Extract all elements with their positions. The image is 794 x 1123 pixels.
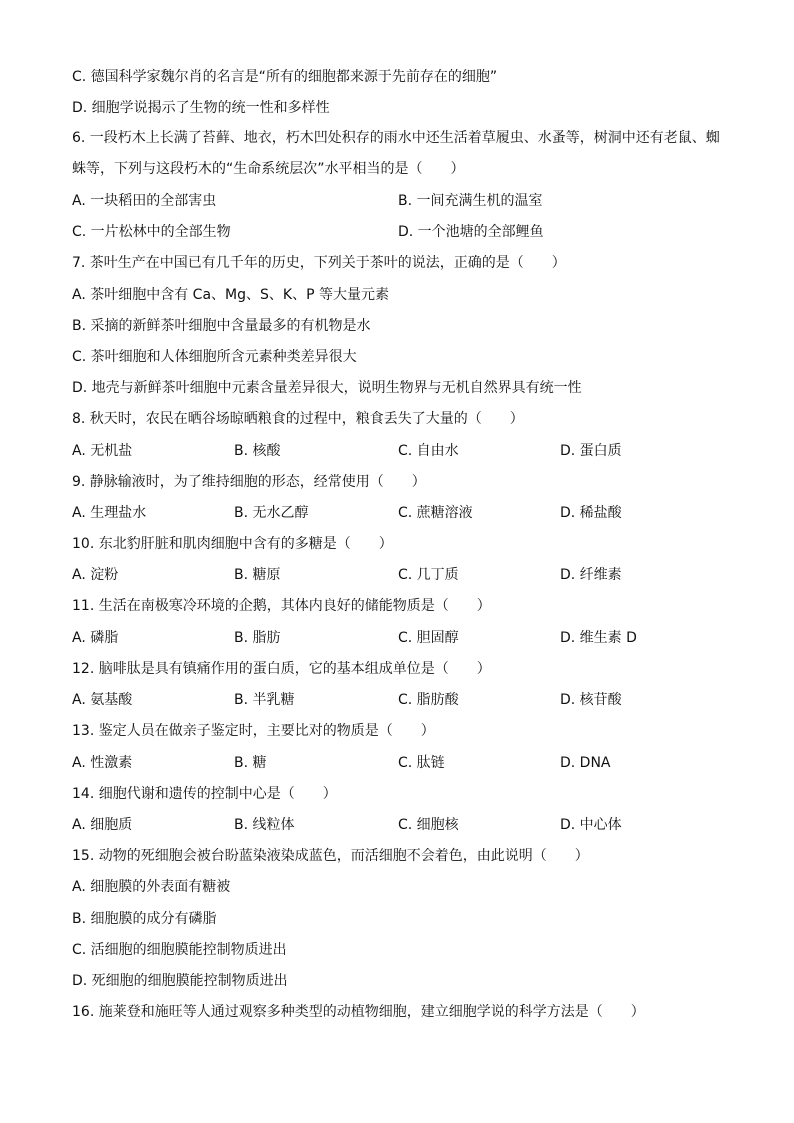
q14-option-b: B. 线粒体 [234,817,295,833]
q10-option-d: D. 纤维素 [560,567,622,583]
q12-option-b: B. 半乳糖 [234,692,295,708]
q9-option-c: C. 蔗糖溶液 [398,505,473,521]
q14-option-a: A. 细胞质 [72,817,133,833]
q6-option-d: D. 一个池塘的全部鲤鱼 [398,224,544,240]
q16-stem: 16. 施莱登和施旺等人通过观察多种类型的动植物细胞，建立细胞学说的科学方法是（ ） [72,1004,645,1020]
q7-option-d: D. 地壳与新鲜茶叶细胞中元素含量差异很大，说明生物界与无机自然界具有统一性 [72,380,582,396]
q13-option-b: B. 糖 [234,755,267,771]
q8-option-d: D. 蛋白质 [560,443,622,459]
q9-stem: 9. 静脉输液时，为了维持细胞的形态，经常使用（ ） [72,474,426,490]
q9-option-d: D. 稀盐酸 [560,505,622,521]
q7-option-b: B. 采摘的新鲜茶叶细胞中含量最多的有机物是水 [72,318,371,334]
q6-option-a: A. 一块稻田的全部害虫 [72,193,217,209]
q11-option-d: D. 维生素 D [560,630,637,646]
q15-option-c: C. 活细胞的细胞膜能控制物质进出 [72,942,287,958]
q11-option-b: B. 脂肪 [234,630,281,646]
q6-stem: 6. 一段朽木上长满了苔藓、地衣，朽木凹处积存的雨水中还生活着草履虫、水蚤等，树洞中还有老鼠、蜘蛛等，下列与这段朽木的“生命系统层次”水平相当的是（ ） [72,130,720,177]
q12-option-d: D. 核苷酸 [560,692,622,708]
q15-stem: 15. 动物的死细胞会被台盼蓝染液染成蓝色，而活细胞不会着色，由此说明（ ） [72,848,589,864]
q12-option-c: C. 脂肪酸 [398,692,459,708]
q9-option-a: A. 生理盐水 [72,505,147,521]
q11-option-c: C. 胆固醇 [398,630,459,646]
q10-option-a: A. 淀粉 [72,567,119,583]
q13-option-a: A. 性激素 [72,755,133,771]
q8-stem: 8. 秋天时，农民在晒谷场晾晒粮食的过程中，粮食丢失了大量的（ ） [72,411,524,427]
q7-option-c: C. 茶叶细胞和人体细胞所含元素种类差异很大 [72,349,357,365]
q10-option-c: C. 几丁质 [398,567,459,583]
q6-option-c: C. 一片松林中的全部生物 [72,224,231,240]
q12-option-a: A. 氨基酸 [72,692,133,708]
q5-option-d: D. 细胞学说揭示了生物的统一性和多样性 [72,100,330,116]
q5-option-c: C. 德国科学家魏尔肖的名言是“所有的细胞都来源于先前存在的细胞” [72,69,498,85]
q8-option-a: A. 无机盐 [72,443,133,459]
q13-option-c: C. 肽链 [398,755,445,771]
q7-stem: 7. 茶叶生产在中国已有几千年的历史，下列关于茶叶的说法，正确的是（ ） [72,255,566,271]
q15-option-b: B. 细胞膜的成分有磷脂 [72,911,217,927]
q14-stem: 14. 细胞代谢和遗传的控制中心是（ ） [72,786,337,802]
q15-option-a: A. 细胞膜的外表面有糖被 [72,879,231,895]
q13-option-d: D. DNA [560,755,611,771]
q10-stem: 10. 东北豹肝脏和肌肉细胞中含有的多糖是（ ） [72,536,393,552]
q9-option-b: B. 无水乙醇 [234,505,309,521]
q8-option-b: B. 核酸 [234,443,281,459]
q6-option-b: B. 一间充满生机的温室 [398,193,543,209]
q15-option-d: D. 死细胞的细胞膜能控制物质进出 [72,973,288,989]
q12-stem: 12. 脑啡肽是具有镇痛作用的蛋白质，它的基本组成单位是（ ） [72,661,491,677]
q14-option-c: C. 细胞核 [398,817,459,833]
q14-option-d: D. 中心体 [560,817,622,833]
q11-stem: 11. 生活在南极寒冷环境的企鹅，其体内良好的储能物质是（ ） [72,598,491,614]
q7-option-a: A. 茶叶细胞中含有 Ca、Mg、S、K、P 等大量元素 [72,287,389,303]
q11-option-a: A. 磷脂 [72,630,119,646]
q13-stem: 13. 鉴定人员在做亲子鉴定时，主要比对的物质是（ ） [72,723,435,739]
q8-option-c: C. 自由水 [398,443,459,459]
q10-option-b: B. 糖原 [234,567,281,583]
